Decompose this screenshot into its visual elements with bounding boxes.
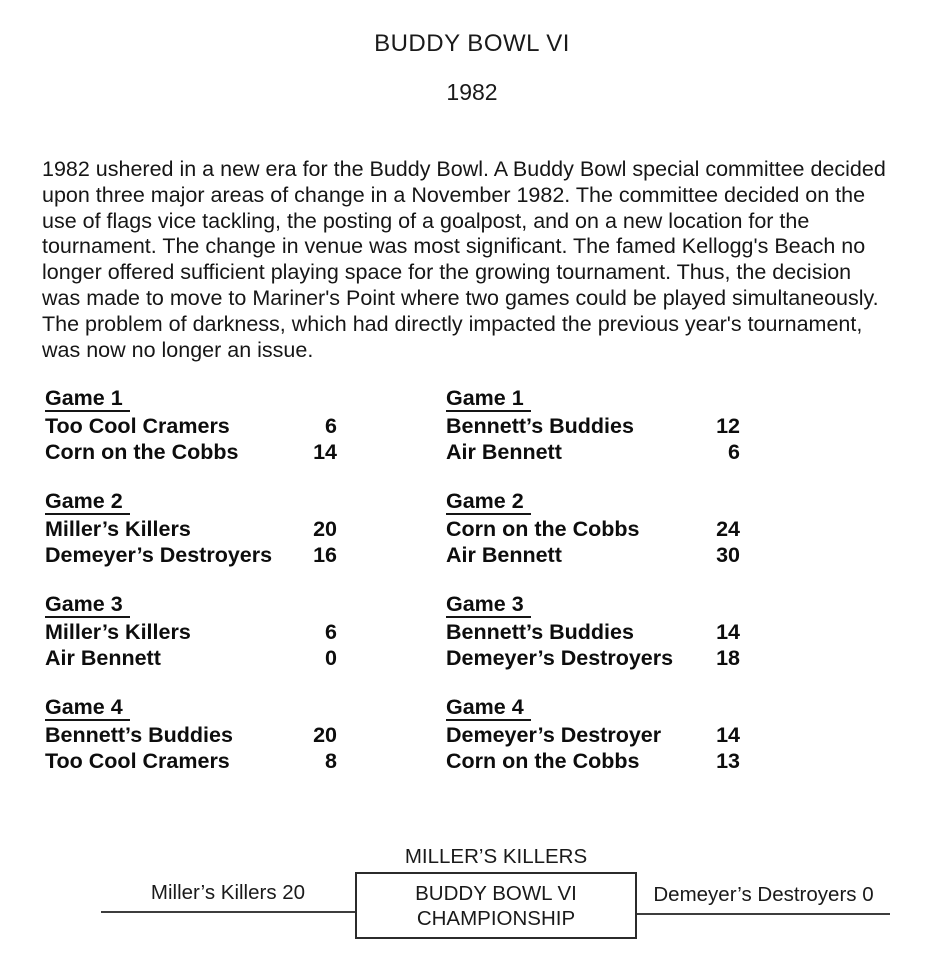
team-score: 14 bbox=[716, 723, 740, 747]
game-block-left-4 bbox=[45, 695, 337, 774]
team-name: Demeyer’s Destroyers bbox=[446, 645, 674, 670]
championship-box-title-line1: BUDDY BOWL VI bbox=[415, 881, 577, 905]
game-results-left-column bbox=[45, 386, 337, 798]
game-row bbox=[446, 620, 740, 646]
team-name: Corn on the Cobbs bbox=[446, 748, 640, 773]
team-score: 14 bbox=[716, 620, 740, 644]
game-block-left-3 bbox=[45, 592, 337, 671]
intro-paragraph bbox=[42, 157, 937, 363]
game-label: Game 2 bbox=[45, 489, 130, 515]
team-name: Air Bennett bbox=[45, 645, 161, 670]
paragraph-line: The problem of darkness, which had directly impacted the previous year's tournament, bbox=[42, 311, 863, 336]
bracket-right-line bbox=[637, 913, 890, 915]
team-score: 0 bbox=[325, 645, 337, 670]
team-score: 20 bbox=[313, 723, 337, 747]
game-label: Game 1 bbox=[446, 386, 531, 412]
team-score: 24 bbox=[716, 517, 740, 541]
team-name: Air Bennett bbox=[446, 542, 562, 567]
game-block-left-1 bbox=[45, 386, 337, 465]
game-block-right-1 bbox=[446, 386, 740, 465]
team-score: 13 bbox=[716, 748, 740, 773]
game-results-right-column bbox=[446, 386, 740, 798]
team-score: 12 bbox=[716, 414, 740, 438]
team-name: Miller’s Killers bbox=[45, 517, 191, 541]
game-row bbox=[45, 749, 337, 775]
game-row bbox=[446, 646, 740, 672]
team-name: Bennett’s Buddies bbox=[446, 414, 634, 438]
game-row bbox=[45, 440, 337, 466]
team-name: Corn on the Cobbs bbox=[45, 439, 239, 464]
paragraph-line: was made to move to Mariner's Point where two games could be played simultaneously. bbox=[42, 285, 879, 310]
game-row bbox=[446, 414, 740, 440]
game-row bbox=[45, 620, 337, 646]
team-score: 16 bbox=[313, 542, 337, 567]
game-row bbox=[45, 543, 337, 569]
game-label: Game 3 bbox=[446, 592, 531, 618]
game-row bbox=[446, 749, 740, 775]
game-row bbox=[45, 723, 337, 749]
game-label: Game 4 bbox=[45, 695, 130, 721]
page-subtitle-year: 1982 bbox=[446, 79, 498, 105]
bracket-right-team-label: Demeyer’s Destroyers 0 bbox=[653, 883, 874, 906]
championship-winner-label: MILLER’S KILLERS bbox=[404, 845, 588, 868]
game-label: Game 2 bbox=[446, 489, 531, 515]
team-score: 18 bbox=[716, 645, 740, 670]
bracket-left-line bbox=[101, 911, 355, 913]
paragraph-line: use of flags vice tackling, the posting of a goalpost, and on a new location for the bbox=[42, 208, 810, 233]
team-score: 6 bbox=[728, 439, 740, 464]
paragraph-line: 1982 ushered in a new era for the Buddy Bowl. A Buddy Bowl special committee decided bbox=[42, 157, 886, 181]
team-score: 6 bbox=[325, 414, 337, 438]
game-row bbox=[446, 543, 740, 569]
game-row bbox=[45, 646, 337, 672]
team-name: Too Cool Cramers bbox=[45, 414, 230, 438]
game-row bbox=[45, 517, 337, 543]
team-name: Miller’s Killers bbox=[45, 620, 191, 644]
paragraph-line: was now no longer an issue. bbox=[42, 337, 314, 362]
bracket-left-team-label: Miller’s Killers 20 bbox=[150, 881, 306, 904]
paragraph-line: tournament. The change in venue was most significant. The famed Kellogg's Beach no bbox=[42, 234, 866, 259]
paragraph-line: longer offered sufficient playing space for the growing tournament. Thus, the decision bbox=[42, 260, 852, 285]
team-name: Demeyer’s Destroyer bbox=[446, 723, 662, 747]
page-title: BUDDY BOWL VI bbox=[374, 30, 570, 57]
championship-box-title-line2: CHAMPIONSHIP bbox=[416, 906, 576, 930]
team-name: Air Bennett bbox=[446, 439, 562, 464]
game-row bbox=[45, 414, 337, 440]
team-score: 6 bbox=[325, 620, 337, 644]
team-name: Demeyer’s Destroyers bbox=[45, 542, 273, 567]
team-score: 30 bbox=[716, 542, 740, 567]
game-row bbox=[446, 517, 740, 543]
game-label: Game 3 bbox=[45, 592, 130, 618]
championship-box bbox=[355, 872, 637, 939]
game-label: Game 4 bbox=[446, 695, 531, 721]
game-block-right-3 bbox=[446, 592, 740, 671]
team-score: 8 bbox=[325, 748, 337, 773]
team-score: 20 bbox=[313, 517, 337, 541]
team-score: 14 bbox=[313, 439, 337, 464]
team-name: Bennett’s Buddies bbox=[45, 723, 233, 747]
team-name: Corn on the Cobbs bbox=[446, 517, 640, 541]
team-name: Bennett’s Buddies bbox=[446, 620, 634, 644]
game-block-left-2 bbox=[45, 489, 337, 568]
game-block-right-4 bbox=[446, 695, 740, 774]
game-row bbox=[446, 440, 740, 466]
paragraph-line: upon three major areas of change in a November 1982. The committee decided on the bbox=[42, 182, 866, 207]
game-label: Game 1 bbox=[45, 386, 130, 412]
game-block-right-2 bbox=[446, 489, 740, 568]
team-name: Too Cool Cramers bbox=[45, 748, 230, 773]
game-row bbox=[446, 723, 740, 749]
